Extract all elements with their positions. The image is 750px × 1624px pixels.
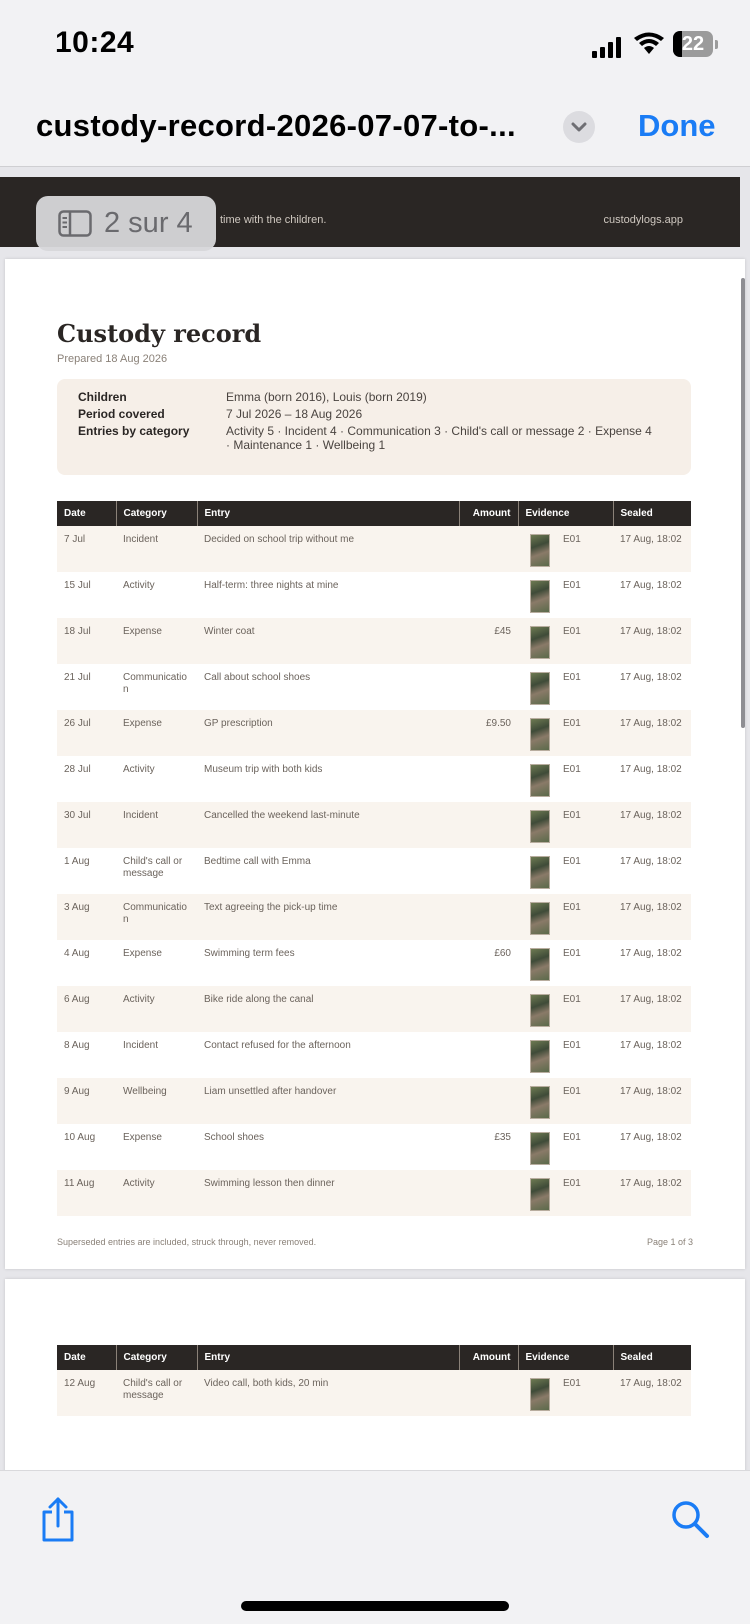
cell-sealed: 17 Aug, 18:02 [620, 764, 682, 775]
cell-category: Expense [116, 710, 197, 756]
column-header-sealed: Sealed [613, 1345, 691, 1370]
cell-category: Expense [116, 618, 197, 664]
table-row [57, 802, 691, 848]
table-row [57, 618, 691, 664]
cell-category: Expense [123, 948, 162, 959]
evidence-thumbnail[interactable] [530, 1178, 550, 1211]
home-indicator [241, 1601, 509, 1611]
evidence-thumbnail[interactable] [530, 994, 550, 1027]
cell-sealed: 17 Aug, 18:02 [620, 856, 682, 867]
table-header-row [57, 501, 691, 526]
navigation-bar [0, 90, 750, 167]
evidence-thumbnail[interactable] [530, 672, 550, 705]
table-row [57, 1370, 691, 1416]
cell-entry: Swimming lesson then dinner [197, 1170, 459, 1216]
table-row [57, 710, 691, 756]
cell-date: 12 Aug [57, 1370, 116, 1416]
cell-evidence [518, 894, 613, 940]
cell-evidence [518, 1370, 613, 1416]
evidence-thumbnail[interactable] [530, 764, 550, 797]
summary-box [57, 379, 691, 475]
table-row [57, 986, 691, 1032]
battery-cap [715, 40, 718, 49]
cell-sealed: 17 Aug, 18:02 [613, 894, 691, 940]
column-header-date: Date [57, 501, 116, 526]
evidence-thumbnail[interactable] [530, 948, 550, 981]
cell-amount [459, 802, 518, 848]
cell-date: 6 Aug [57, 986, 116, 1032]
evidence-thumbnail[interactable] [530, 1086, 550, 1119]
period-value: 7 Jul 2026 – 18 Aug 2026 [226, 407, 363, 421]
share-icon[interactable] [38, 1496, 78, 1544]
evidence-id: E01 [563, 672, 581, 683]
cell-date: 30 Jul [57, 802, 116, 848]
cell-date: 28 Jul [64, 764, 91, 775]
cell-amount [459, 894, 518, 940]
cell-category: Activity [116, 986, 197, 1032]
cell-date: 26 Jul [57, 710, 116, 756]
cell-entry: School shoes [204, 1132, 265, 1143]
cell-entry: Call about school shoes [204, 672, 311, 683]
period-label: Period covered [78, 407, 165, 421]
table-row [57, 526, 691, 572]
battery-icon [673, 31, 713, 57]
cellular-signal-icon [592, 36, 624, 58]
cell-category: Activity [123, 764, 155, 775]
evidence-thumbnail[interactable] [530, 718, 550, 751]
cell-evidence [518, 940, 613, 986]
cell-sealed: 17 Aug, 18:02 [613, 1370, 691, 1416]
column-header-date: Date [57, 1345, 116, 1370]
table-row [57, 940, 691, 986]
cell-amount [459, 664, 518, 710]
cell-date: 9 Aug [57, 1078, 116, 1124]
cell-entry: Bike ride along the canal [197, 986, 459, 1032]
cell-evidence [518, 526, 613, 572]
cell-sealed: 17 Aug, 18:02 [613, 618, 691, 664]
cell-category: Communicatio n [116, 894, 197, 940]
cell-category: Wellbeing [116, 1078, 197, 1124]
evidence-id: E01 [563, 718, 581, 729]
cell-evidence [518, 618, 613, 664]
cell-date: 1 Aug [64, 856, 90, 867]
evidence-thumbnail[interactable] [530, 580, 550, 613]
cell-sealed: 17 Aug, 18:02 [620, 580, 682, 591]
cell-entry: Swimming term fees [204, 948, 295, 959]
cell-date: 8 Aug [64, 1040, 90, 1051]
cell-date: 21 Jul [64, 672, 91, 683]
column-header-entry: Entry [197, 1345, 459, 1370]
page-indicator-label: 2 sur 4 [104, 207, 193, 239]
cell-entry: Cancelled the weekend last-minute [197, 802, 459, 848]
cell-entry: Text agreeing the pick-up time [197, 894, 459, 940]
table-row [57, 1124, 691, 1170]
evidence-thumbnail[interactable] [530, 902, 550, 935]
cell-category: Child's call or message [123, 856, 185, 879]
evidence-id: E01 [563, 1378, 581, 1389]
cell-evidence [518, 1078, 613, 1124]
evidence-id: E01 [563, 810, 581, 821]
cell-entry: Contact refused for the afternoon [204, 1040, 351, 1051]
cell-category: Activity [123, 580, 155, 591]
evidence-thumbnail[interactable] [530, 1040, 550, 1073]
cell-evidence [518, 664, 613, 710]
evidence-id: E01 [563, 856, 581, 867]
previous-footer-text: time with the children. [220, 214, 327, 226]
status-bar [0, 0, 750, 90]
cell-entry: Video call, both kids, 20 min [197, 1370, 459, 1416]
page-title: Custody record [57, 319, 262, 348]
cell-sealed: 17 Aug, 18:02 [613, 986, 691, 1032]
cell-entry: Museum trip with both kids [204, 764, 323, 775]
cell-entry: Winter coat [197, 618, 459, 664]
prepared-date: Prepared 18 Aug 2026 [57, 353, 168, 365]
previous-footer-site: custodylogs.app [603, 214, 683, 226]
cell-amount [459, 1078, 518, 1124]
cell-amount [459, 848, 518, 894]
cell-sealed: 17 Aug, 18:02 [620, 1132, 682, 1143]
column-header-category: Category [116, 1345, 197, 1370]
status-time: 10:24 [55, 26, 135, 59]
cell-sealed: 17 Aug, 18:02 [613, 526, 691, 572]
cell-amount: £60 [494, 948, 511, 959]
sidebar-icon [58, 210, 92, 237]
cell-amount [459, 526, 518, 572]
cell-evidence [518, 572, 613, 618]
cell-entry: Liam unsettled after handover [197, 1078, 459, 1124]
cell-category: Incident [116, 802, 197, 848]
cell-evidence [518, 710, 613, 756]
evidence-id: E01 [563, 902, 581, 913]
entries-value: Activity 5 · Incident 4 · Communication 3 · Child's call or message 2 · Expense 4 · Maintenance 1 · Wellbeing 1 [226, 424, 652, 452]
evidence-id: E01 [563, 1086, 581, 1097]
page-number: Page 1 of 3 [646, 1237, 693, 1247]
cell-date: 7 Jul [57, 526, 116, 572]
page-footer-note: Superseded entries are included, struck through, never removed. [57, 1237, 317, 1247]
cell-date: 15 Jul [64, 580, 91, 591]
wifi-icon [634, 32, 664, 56]
custody-table-continued [57, 1345, 691, 1416]
evidence-thumbnail[interactable] [530, 856, 550, 889]
table-row [57, 894, 691, 940]
column-header-category: Category [116, 501, 197, 526]
cell-amount [459, 1032, 518, 1078]
cell-amount [459, 572, 518, 618]
table-row [57, 664, 691, 710]
entries-label: Entries by category [78, 424, 190, 438]
evidence-id: E01 [563, 534, 581, 545]
evidence-id: E01 [563, 948, 581, 959]
table-row [57, 1078, 691, 1124]
cell-sealed: 17 Aug, 18:02 [613, 802, 691, 848]
cell-evidence [518, 1032, 613, 1078]
cell-amount: £45 [459, 618, 518, 664]
battery-level: 22 [681, 33, 705, 55]
evidence-thumbnail[interactable] [530, 1132, 550, 1165]
table-row [57, 572, 691, 618]
cell-category: Incident [123, 1040, 159, 1051]
cell-sealed: 17 Aug, 18:02 [613, 710, 691, 756]
column-header-amount: Amount [459, 501, 518, 526]
cell-sealed: 17 Aug, 18:02 [620, 672, 682, 683]
cell-date: 11 Aug [57, 1170, 116, 1216]
cell-entry: Bedtime call with Emma [204, 856, 311, 867]
table-header-row [57, 1345, 691, 1370]
cell-entry: Half-term: three nights at mine [204, 580, 339, 591]
evidence-id: E01 [563, 1178, 581, 1189]
cell-evidence [518, 1170, 613, 1216]
cell-amount [459, 1170, 518, 1216]
cell-sealed: 17 Aug, 18:02 [620, 948, 682, 959]
cell-entry: Decided on school trip without me [197, 526, 459, 572]
page-indicator[interactable] [36, 196, 216, 251]
bottom-toolbar [0, 1470, 750, 1624]
column-header-sealed: Sealed [613, 501, 691, 526]
search-icon[interactable] [670, 1499, 710, 1539]
cell-sealed: 17 Aug, 18:02 [613, 1170, 691, 1216]
table-row [57, 1032, 691, 1078]
cell-date: 3 Aug [57, 894, 116, 940]
column-header-entry: Entry [197, 501, 459, 526]
cell-evidence [518, 756, 613, 802]
column-header-evidence: Evidence [518, 501, 613, 526]
evidence-id: E01 [563, 1132, 581, 1143]
cell-evidence [518, 986, 613, 1032]
document-viewer[interactable] [0, 167, 750, 1470]
column-header-amount: Amount [459, 1345, 518, 1370]
pdf-page-next [5, 1279, 745, 1470]
evidence-id: E01 [563, 764, 581, 775]
cell-amount: £35 [494, 1132, 511, 1143]
table-row [57, 756, 691, 802]
cell-category: Incident [116, 526, 197, 572]
evidence-id: E01 [563, 1040, 581, 1051]
table-row [57, 848, 691, 894]
pdf-page [5, 259, 745, 1269]
custody-table [57, 501, 691, 1216]
title-menu-button[interactable] [563, 111, 595, 143]
cell-category: Communicatio n [123, 672, 187, 695]
document-title[interactable]: custody-record-2026-07-07-to-... [36, 108, 516, 143]
cell-sealed: 17 Aug, 18:02 [613, 1078, 691, 1124]
scrollbar[interactable] [741, 278, 745, 728]
evidence-thumbnail[interactable] [530, 626, 550, 659]
column-header-evidence: Evidence [518, 1345, 613, 1370]
cell-sealed: 17 Aug, 18:02 [620, 1040, 682, 1051]
cell-evidence [518, 848, 613, 894]
evidence-id: E01 [563, 580, 581, 591]
cell-amount: £9.50 [459, 710, 518, 756]
chevron-down-icon [563, 111, 595, 143]
cell-evidence [518, 1124, 613, 1170]
cell-date: 18 Jul [57, 618, 116, 664]
cell-date: 10 Aug [64, 1132, 96, 1143]
evidence-id: E01 [563, 994, 581, 1005]
cell-amount [459, 1370, 518, 1416]
done-button[interactable]: Done [638, 108, 716, 143]
cell-category: Activity [116, 1170, 197, 1216]
evidence-thumbnail[interactable] [530, 1378, 550, 1411]
cell-date: 4 Aug [64, 948, 90, 959]
cell-amount [459, 986, 518, 1032]
cell-evidence [518, 802, 613, 848]
cell-category: Child's call or message [116, 1370, 197, 1416]
evidence-thumbnail[interactable] [530, 810, 550, 843]
children-label: Children [78, 390, 127, 404]
cell-amount [459, 756, 518, 802]
cell-entry: GP prescription [197, 710, 459, 756]
table-row [57, 1170, 691, 1216]
cell-category: Expense [123, 1132, 162, 1143]
evidence-id: E01 [563, 626, 581, 637]
evidence-thumbnail[interactable] [530, 534, 550, 567]
children-value: Emma (born 2016), Louis (born 2019) [226, 390, 427, 404]
